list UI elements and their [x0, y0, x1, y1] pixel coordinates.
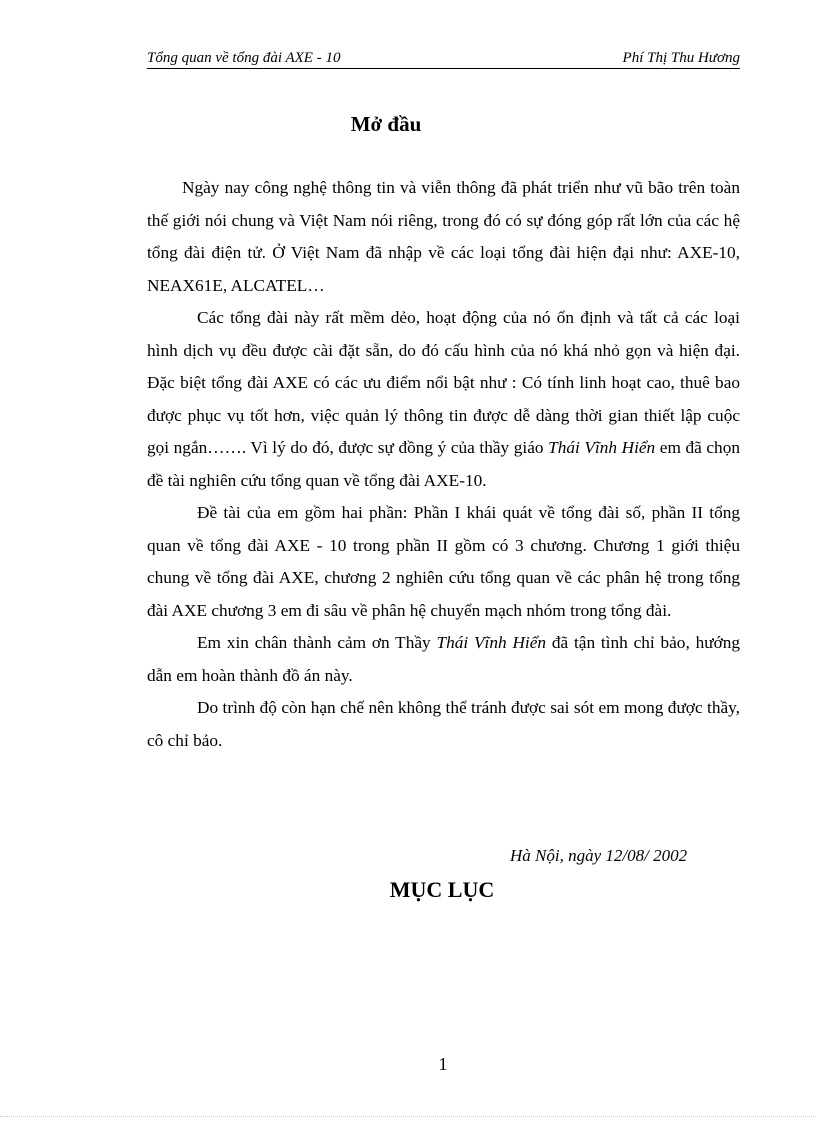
paragraph-features-text-b: em đã chọn đề tài nghiên cứu tổng quan về tổng đài AXE-10. — [147, 438, 740, 490]
paragraph-features-text-a: Các tổng đài này rất mềm dẻo, hoạt động của nó ổn định và tất cả các loại hình dịch vụ đều được cài đặt sẵn, do đó cấu hình của nó khá nhỏ gọn và hiện đại. Đặc biệt tổng đài AXE có các ưu điểm nổi bật như : Có tính linh hoạt cao, thuê bao được phục vụ tốt hơn, việc quản lý thông tin được dễ dàng thời gian thiết lập cuộc gọi ngắn……. Vì lý do đó, được sự đồng ý của thầy giáo — [147, 308, 740, 457]
body-text — [147, 172, 740, 757]
table-of-contents-title: MỤC LỤC — [389, 877, 495, 902]
paragraph-intro: Ngày nay công nghệ thông tin và viễn thông đã phát triển như vũ bão trên toàn thế giới nói chung và Việt Nam nói riêng, trong đó có sự đóng góp rất lớn của các hệ tổng đài điện tử. Ở Việt Nam đã nhập về các loại tổng đài hiện đại như: AXE-10, NEAX61E, ALCATEL… — [147, 178, 740, 295]
header-document-title: Tổng quan về tổng đài AXE - 10 — [147, 50, 341, 66]
paragraph-features — [147, 302, 740, 497]
place-date-line: Hà Nội, ngày 12/08/ 2002 — [510, 846, 688, 865]
page-bottom-divider — [0, 1116, 816, 1117]
page-header — [147, 48, 740, 69]
paragraph-structure: Đề tài của em gồm hai phần: Phần I khái quát về tổng đài số, phần II tổng quan về tổng đài AXE - 10 trong phần II gồm có 3 chương. Chương 1 giới thiệu chung về tổng đài AXE, chương 2 nghiên cứu tổng quan về các phân hệ trong tổng đài AXE chương 3 em đi sâu về phân hệ chuyển mạch nhóm trong tổng đài. — [147, 503, 740, 620]
paragraph-closing: Do trình độ còn hạn chế nên không thể tránh được sai sót em mong được thầy, cô chỉ bảo. — [147, 698, 740, 750]
paragraph-thanks-text-a: Em xin chân thành cảm ơn Thầy — [197, 633, 437, 652]
paragraph-thanks-text-b: đã tận tình chỉ bảo, hướng dẫn em hoàn thành đồ án này. — [147, 633, 740, 685]
paragraph-thanks — [147, 627, 740, 692]
header-author: Phí Thị Thu Hương — [622, 50, 740, 66]
page-number: 1 — [438, 1054, 448, 1074]
supervisor-name: Thái Vĩnh Hiển — [436, 633, 547, 652]
section-title: Mở đầu — [350, 112, 422, 136]
supervisor-name: Thái Vĩnh Hiển — [548, 438, 656, 457]
